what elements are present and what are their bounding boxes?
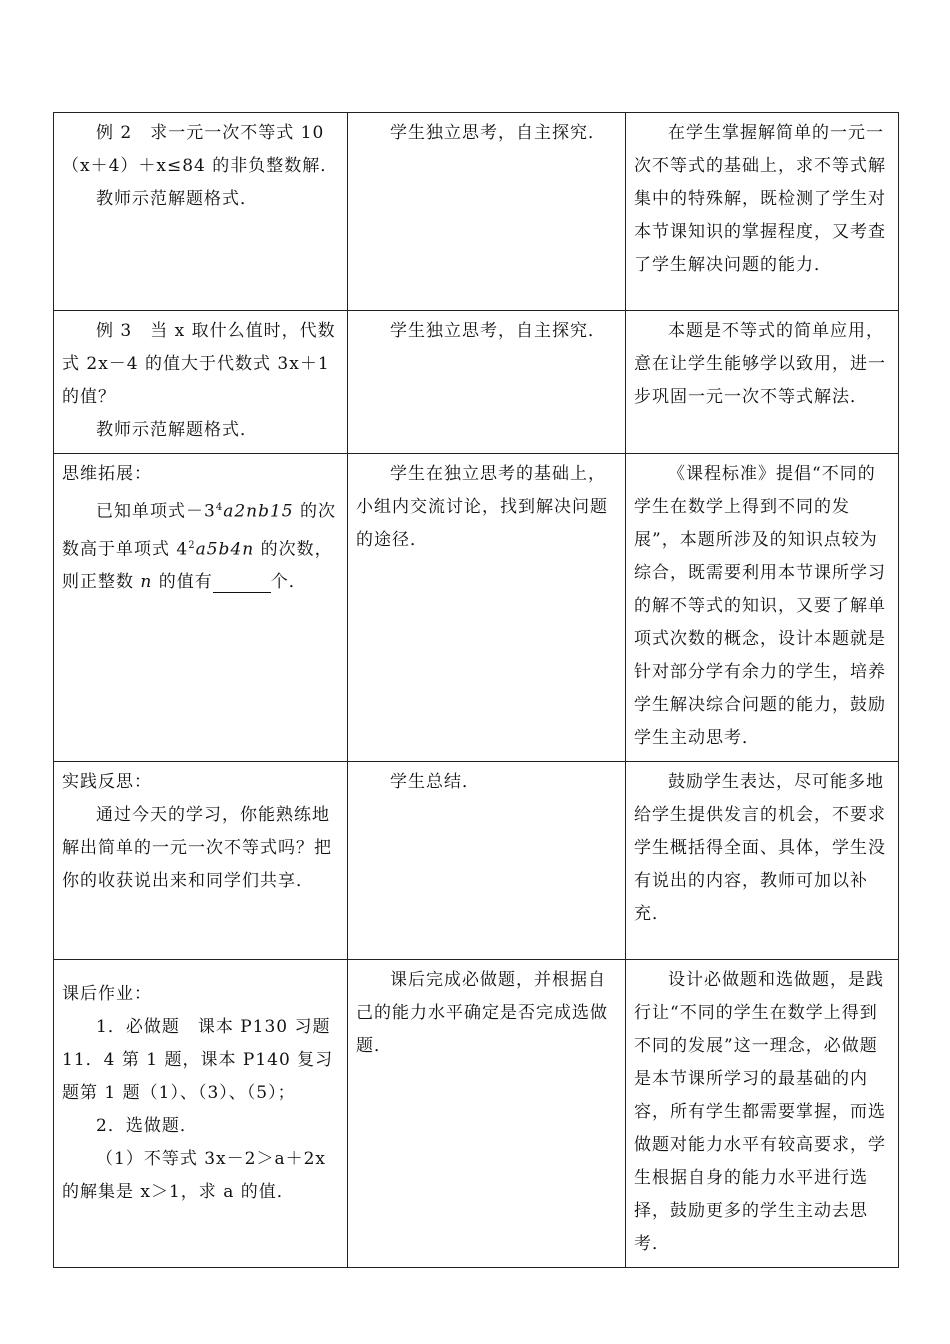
student-activity-cell — [348, 454, 626, 762]
student-activity-cell — [348, 960, 626, 1268]
design-intent-cell — [626, 960, 899, 1268]
question-text: 的次数高于单项式 4 — [62, 501, 337, 560]
teaching-content-cell — [54, 311, 348, 454]
teacher-note: 教师示范解题格式． — [96, 420, 258, 440]
teaching-content-cell — [54, 454, 348, 762]
reflection-text: 通过今天的学习，你能熟练地解出简单的一元一次不等式吗？把你的收获说出来和同学们共享． — [62, 805, 332, 891]
monomial-2: a5b4n — [195, 539, 255, 560]
table-row — [54, 113, 899, 311]
example-3-text: 例 3 当 x 取什么值时，代数式 2x－4 的值大于代数式 3x＋1 的值？ — [62, 321, 336, 407]
student-activity-text: 学生独立思考，自主探究． — [390, 123, 606, 143]
section-heading: 实践反思： — [62, 772, 152, 792]
student-activity-text: 课后完成必做题，并根据自己的能力水平确定是否完成选做题． — [356, 970, 608, 1056]
variable-n: n — [140, 572, 153, 593]
question-text: 的值有 — [158, 572, 213, 593]
design-intent-cell — [626, 311, 899, 454]
section-heading: 思维拓展： — [62, 464, 152, 484]
lesson-plan-table — [53, 112, 899, 1268]
table-row — [54, 454, 899, 762]
design-intent-cell — [626, 454, 899, 762]
extension-question: 已知单项式$-3^4a2nb15$ 的次数高于单项式 $4^2a5b4n$ 的次数，则正整数 n 的值有 个． — [62, 501, 337, 593]
teaching-content-cell — [54, 113, 348, 311]
teaching-content-cell — [54, 762, 348, 960]
homework-optional-question: （1）不等式 3x－2＞a＋2x 的解集是 x＞1，求 a 的值． — [62, 1149, 326, 1202]
student-activity-cell — [348, 762, 626, 960]
section-heading: 课后作业： — [62, 984, 152, 1004]
design-intent-text: 设计必做题和选做题，是践行让“不同的学生在数学上得到不同的发展”这一理念，必做题是本节课所学习的最基础的内容，所有学生都需要掌握，而选做题对能力水平有较高要求，学生根据自身的能力水平进行选择，鼓励更多的学生主动去思考． — [634, 970, 886, 1254]
student-activity-cell — [348, 113, 626, 311]
design-intent-text: 在学生掌握解简单的一元一次不等式的基础上，求不等式解集中的特殊解，既检测了学生对本节课知识的掌握程度，又考查了学生解决问题的能力． — [634, 123, 886, 275]
teaching-content-cell — [54, 960, 348, 1268]
teacher-note: 教师示范解题格式． — [96, 189, 258, 209]
question-text: 个． — [270, 572, 307, 593]
design-intent-text: 鼓励学生表达，尽可能多地给学生提供发言的机会，不要求学生概括得全面、具体，学生没有说出的内容，教师可加以补充． — [634, 772, 886, 924]
table-row — [54, 762, 899, 960]
example-2-text: 例 2 求一元一次不等式 10（x＋4）＋x≤84 的非负整数解． — [62, 123, 339, 176]
table-row — [54, 960, 899, 1268]
student-activity-cell — [348, 311, 626, 454]
question-text: 已知单项式－3 — [96, 501, 216, 522]
table-row — [54, 311, 899, 454]
monomial-1: a2nb15 — [223, 501, 294, 522]
answer-blank — [213, 572, 271, 593]
design-intent-cell — [626, 762, 899, 960]
homework-optional: 2．选做题． — [96, 1116, 198, 1136]
design-intent-cell — [626, 113, 899, 311]
student-activity-text: 学生在独立思考的基础上，小组内交流讨论，找到解决问题的途径． — [356, 464, 608, 550]
design-intent-text: 《课程标准》提倡“不同的学生在数学上得到不同的发展”，本题所涉及的知识点较为综合，既需要利用本节课所学习的解不等式的知识，又要了解单项式次数的概念，设计本题就是针对部分学有余力的学生，培养学生解决综合问题的能力，鼓励学生主动思考． — [634, 464, 886, 748]
question-text: 的次数，则正整数 — [62, 539, 333, 593]
homework-required: 1．必做题 课本 P130 习题 11．4 第 1 题，课本 P140 复习题第 1 题（1）、（3）、（5）； — [62, 1017, 334, 1103]
design-intent-text: 本题是不等式的简单应用，意在让学生能够学以致用，进一步巩固一元一次不等式解法． — [634, 321, 886, 407]
student-activity-text: 学生总结． — [390, 772, 480, 792]
student-activity-text: 学生独立思考，自主探究． — [390, 321, 606, 341]
